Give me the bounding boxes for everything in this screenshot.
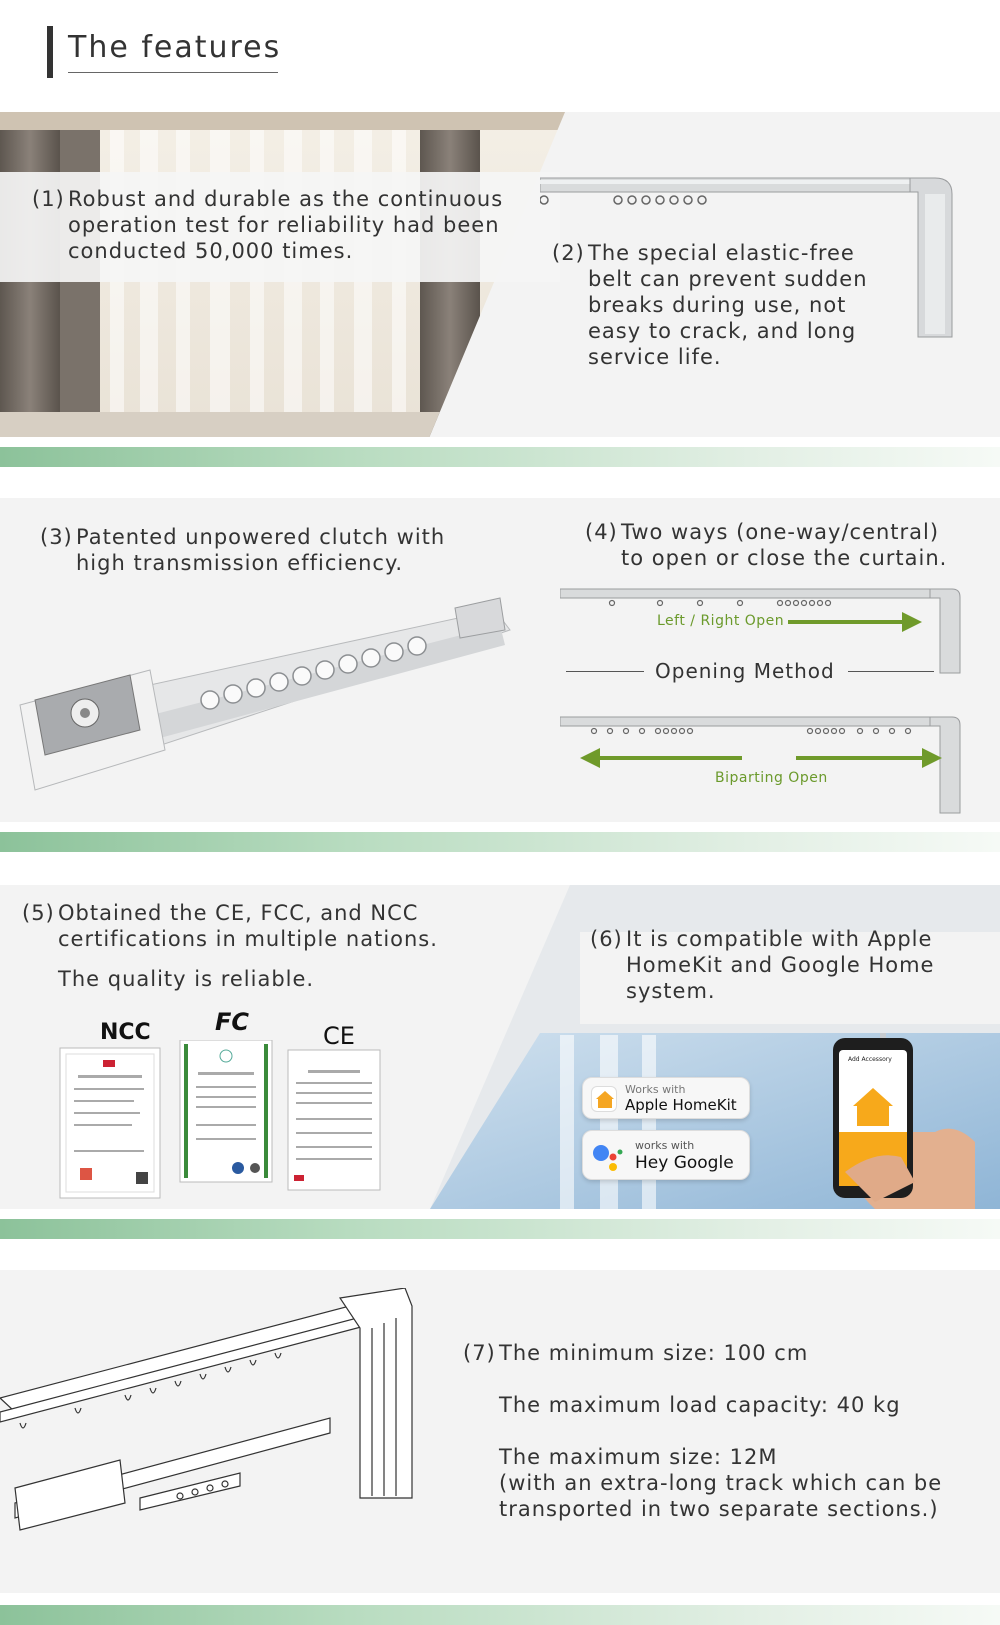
- feature-4-number: (4): [585, 520, 618, 544]
- feature-3-line-2: high transmission efficiency.: [76, 551, 404, 575]
- feature-3-text: [40, 524, 445, 576]
- feature-2-text: [552, 240, 868, 370]
- feature-7-number: (7): [463, 1341, 496, 1365]
- feature-5-number: (5): [22, 901, 55, 925]
- feature-2-line-5: service life.: [588, 345, 722, 369]
- google-small-label: works with: [635, 1139, 695, 1152]
- feature-7-text: [463, 1340, 942, 1522]
- ce-logo-icon: CE: [323, 1022, 355, 1050]
- fcc-logo-icon: FC: [215, 1008, 250, 1036]
- homekit-big-label: Apple HomeKit: [625, 1096, 737, 1114]
- method-rule-right: [848, 671, 934, 672]
- divider-gradient-4: [0, 1605, 1000, 1625]
- feature-2-line-1: The special elastic-free: [588, 241, 855, 265]
- divider-gradient-1: [0, 447, 1000, 467]
- homekit-small-label: Works with: [625, 1083, 686, 1096]
- feature-7-max-size: The maximum size: 12M: [499, 1445, 778, 1469]
- feature-5-line-1: Obtained the CE, FCC, and NCC: [58, 901, 419, 925]
- feature-5-text: [22, 900, 438, 952]
- feature-4-text: [585, 519, 947, 571]
- track-line-drawing: [0, 1288, 420, 1578]
- feature-1-line-1: Robust and durable as the continuous: [68, 187, 504, 211]
- feature-6-line-3: system.: [626, 979, 716, 1003]
- feature-7-max-load: The maximum load capacity: 40 kg: [499, 1393, 901, 1417]
- certificate-documents-image: [58, 1040, 398, 1200]
- smartphone-hand-image: [815, 1032, 975, 1209]
- feature-2-line-2: belt can prevent sudden: [588, 267, 868, 291]
- quality-statement: The quality is reliable.: [58, 967, 315, 991]
- feature-7-note-line-1: (with an extra-long track which can be: [499, 1471, 943, 1495]
- feature-2-line-3: breaks during use, not: [588, 293, 847, 317]
- home-icon: [591, 1086, 617, 1112]
- feature-3-number: (3): [40, 525, 73, 549]
- biparting-open-label: Biparting Open: [715, 770, 828, 786]
- feature-6-text: [590, 926, 934, 1004]
- opening-method-label: Opening Method: [655, 659, 835, 683]
- feature-6-line-2: HomeKit and Google Home: [626, 953, 935, 977]
- feature-2-number: (2): [552, 241, 585, 265]
- feature-4-line-2: to open or close the curtain.: [621, 546, 948, 570]
- feature-4-line-1: Two ways (one-way/central): [621, 520, 940, 544]
- phone-screen-title: Add Accessory: [848, 1056, 892, 1063]
- ncc-logo-icon: NCC: [100, 1020, 151, 1045]
- page-title: The features: [68, 30, 282, 65]
- clutch-carriage-image: [15, 590, 515, 800]
- feature-1-line-2: operation test for reliability had been: [68, 213, 500, 237]
- google-big-label: Hey Google: [635, 1153, 734, 1173]
- feature-7-min-size: The minimum size: 100 cm: [499, 1341, 809, 1365]
- feature-3-line-1: Patented unpowered clutch with: [76, 525, 446, 549]
- title-underline: [68, 72, 278, 73]
- feature-1-number: (1): [32, 187, 65, 211]
- divider-gradient-3: [0, 1219, 1000, 1239]
- google-assistant-icon: [591, 1141, 625, 1173]
- header-accent-bar: [47, 26, 53, 78]
- feature-5-line-2: certifications in multiple nations.: [58, 927, 438, 951]
- feature-2-line-4: easy to crack, and long: [588, 319, 857, 343]
- feature-1-text: [32, 186, 503, 264]
- feature-7-note-line-2: transported in two separate sections.): [499, 1497, 939, 1521]
- method-rule-left: [566, 671, 644, 672]
- feature-6-line-1: It is compatible with Apple: [626, 927, 933, 951]
- homekit-badge: [582, 1077, 750, 1119]
- biparting-track-diagram: [560, 713, 970, 816]
- feature-1-line-3: conducted 50,000 times.: [68, 239, 354, 263]
- feature-6-number: (6): [590, 927, 623, 951]
- left-right-open-label: Left / Right Open: [657, 613, 785, 629]
- google-badge: [582, 1130, 750, 1180]
- divider-gradient-2: [0, 832, 1000, 852]
